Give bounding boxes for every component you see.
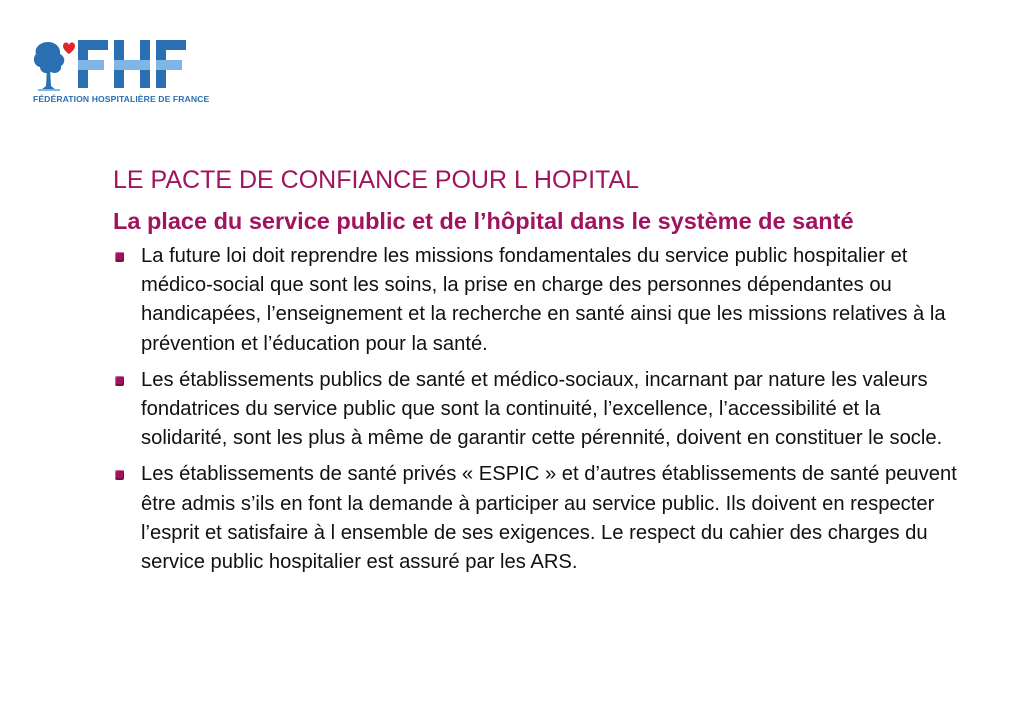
fhf-logo bbox=[30, 34, 210, 108]
bullet-text: Les établissements publics de santé et médico-sociaux, incarnant par nature les valeurs fondatrices du service public que sont la continuité, l’excellence, l’accessibilité et la solidarité, sont les plus à même de garantir cette pérennité, doivent en constituer le socle. bbox=[141, 368, 943, 450]
slide-title: LE PACTE DE CONFIANCE POUR L HOPITAL bbox=[113, 166, 640, 194]
logo-letter-h bbox=[114, 40, 150, 88]
bullet-text: La future loi doit reprendre les missions fondamentales du service public hospitalier et médico-social que sont les soins, la prise en charge des personnes dépendantes ou handicapées, l’enseignement et la recherche en santé ainsi que les missions relatives à la prévention et l’éducation pour la santé. bbox=[141, 245, 946, 355]
bullet-item bbox=[113, 366, 963, 454]
logo-letter-f1 bbox=[78, 40, 108, 88]
logo-subtitle: FÉDÉRATION HOSPITALIÈRE DE FRANCE bbox=[33, 94, 210, 104]
tree-icon bbox=[34, 42, 64, 90]
bullet-list bbox=[113, 242, 963, 577]
fhf-logo-graphic bbox=[30, 34, 200, 92]
bullet-item bbox=[113, 242, 963, 359]
slide-content bbox=[113, 163, 963, 584]
bullet-icon bbox=[115, 376, 124, 386]
bullet-icon bbox=[115, 252, 124, 262]
slide-subtitle: La place du service public et de l’hôpital dans le système de santé bbox=[113, 208, 854, 234]
bullet-item bbox=[113, 460, 963, 577]
heart-icon bbox=[63, 42, 75, 54]
bullet-text: Les établissements de santé privés « ESPIC » et d’autres établissements de santé peuvent être admis s’ils en font la demande à participer au service public. Ils doivent en respecter l’esprit et satisfaire à l ensemble de ses exigences. Le respect du cahier des charges du service public hospitalier est assuré par les ARS. bbox=[141, 463, 957, 574]
bullet-icon bbox=[115, 470, 124, 480]
logo-letter-f2 bbox=[156, 40, 186, 88]
